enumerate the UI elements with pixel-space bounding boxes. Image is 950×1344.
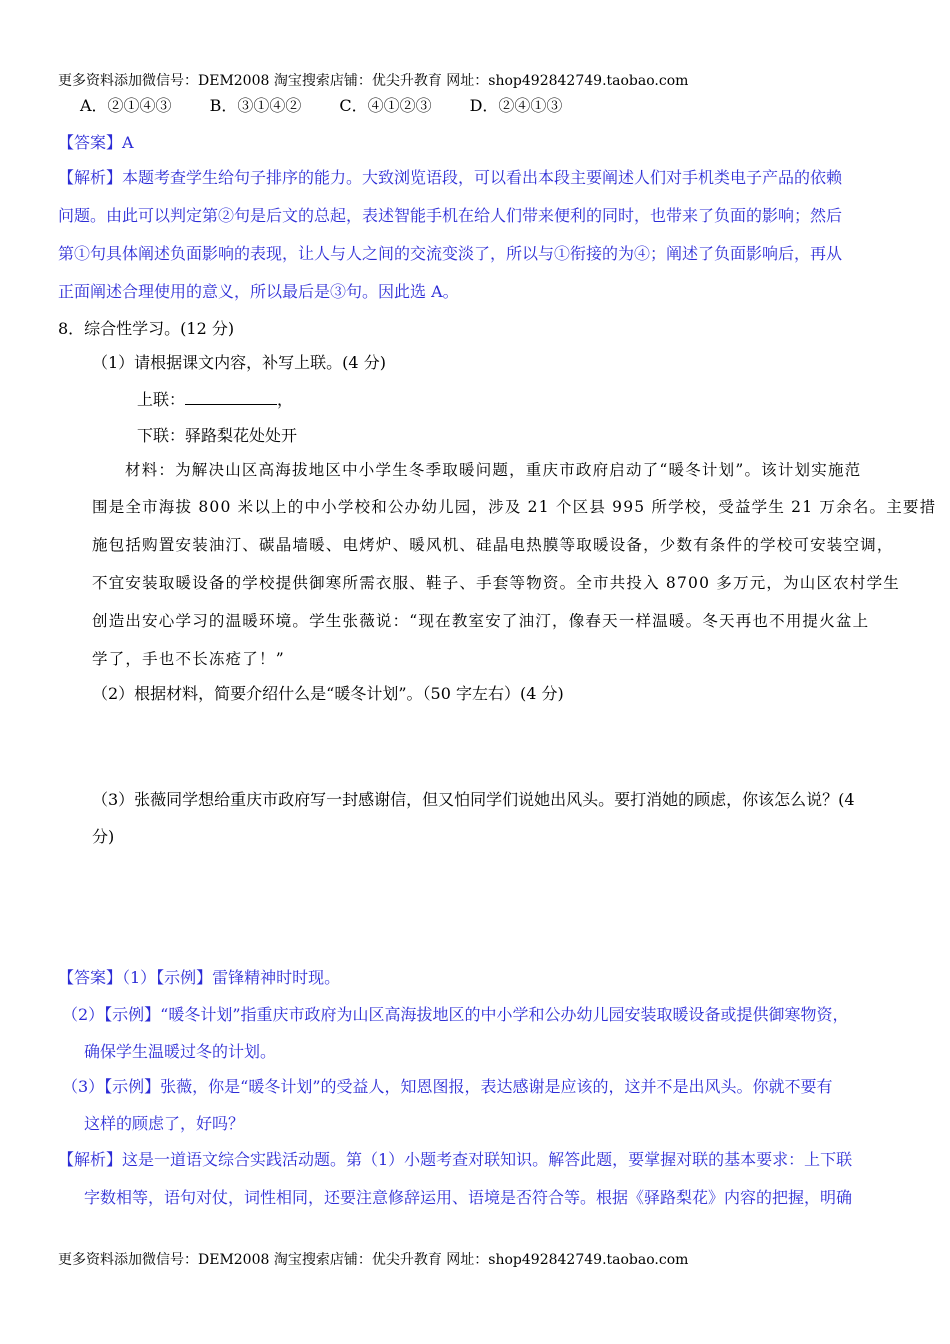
q8-analysis-line: 【解析】这是一道语文综合实践活动题。第（1）小题考查对联知识。解答此题，要掌握对联的基本要求：上下联 <box>58 1150 853 1169</box>
q7-answer: 【答案】A <box>58 133 134 152</box>
q8-answer-line: （2）【示例】“暖冬计划”指重庆市政府为山区高海拔地区的中小学和公办幼儿园安装取暖设备或提供御寒物资， <box>62 1005 849 1024</box>
q8-analysis-line: 字数相等，语句对仗，词性相同，还要注意修辞运用、语境是否符合等。根据《驿路梨花》内容的把握，明确 <box>84 1188 853 1207</box>
material-line: 施包括购置安装油汀、碳晶墙暖、电烤炉、暖风机、硅晶电热膜等取暖设备，少数有条件的学校可安装空调， <box>92 536 894 554</box>
couplet-lower: 下联：驿路梨花处处开 <box>137 426 298 445</box>
option-b: B．③①④② <box>209 96 302 115</box>
option-c: C．④①②③ <box>339 96 432 115</box>
q7-analysis-line: 【解析】本题考查学生给句子排序的能力。大致浏览语段，可以看出本段主要阐述人们对手机类电子产品的依赖 <box>58 168 843 187</box>
q8-sub3-line: （3）张薇同学想给重庆市政府写一封感谢信，但又怕同学们说她出风头。要打消她的顾虑，你该怎么说？(4 <box>92 790 855 809</box>
q7-analysis-line: 正面阐述合理使用的意义，所以最后是③句。因此选 A。 <box>58 282 459 301</box>
q7-analysis-line: 问题。由此可以判定第②句是后文的总起，表述智能手机在给人们带来便利的同时，也带来了负面的影响；然后 <box>58 206 843 225</box>
q8-title: 8．综合性学习。(12 分) <box>58 319 235 338</box>
page-footer: 更多资料添加微信号：DEM2008 淘宝搜索店铺：优尖升教育 网址：shop492842749.taobao.com <box>58 1252 689 1268</box>
material-line: 围是全市海拔 800 米以上的中小学校和公办幼儿园，涉及 21 个区县 995 所学校，受益学生 21 万余名。主要措 <box>92 498 937 516</box>
option-d: D．②④①③ <box>469 96 563 115</box>
q8-answer-line: 确保学生温暖过冬的计划。 <box>84 1042 277 1061</box>
material-line: 不宜安装取暖设备的学校提供御寒所需衣服、鞋子、手套等物资。全市共投入 8700 多万元，为山区农村学生 <box>92 574 901 592</box>
q7-options <box>80 93 600 116</box>
couplet-upper-label: 上联： <box>137 390 186 409</box>
q7-analysis-line: 第①句具体阐述负面影响的表现，让人与人之间的交流变淡了，所以与①衔接的为④；阐述了负面影响后，再从 <box>58 244 843 263</box>
material-line: 创造出安心学习的温暖环境。学生张薇说：“现在教室安了油汀，像春天一样温暖。冬天再也不用提火盆上 <box>92 612 870 630</box>
q8-sub1: （1）请根据课文内容，补写上联。(4 分) <box>92 353 386 372</box>
q8-answer-line: 【答案】（1）【示例】雷锋精神时时现。 <box>58 968 341 987</box>
page-header: 更多资料添加微信号：DEM2008 淘宝搜索店铺：优尖升教育 网址：shop492842749.taobao.com <box>58 73 689 89</box>
q8-answer-line: 这样的顾虑了，好吗？ <box>84 1114 245 1133</box>
q8-sub3-line: 分) <box>92 827 115 846</box>
couplet-upper <box>137 387 293 410</box>
material-line: 学了，手也不长冻疮了！” <box>92 650 285 668</box>
option-a: A．②①④③ <box>80 96 172 115</box>
couplet-blank <box>185 390 277 405</box>
couplet-upper-end: ， <box>277 390 294 409</box>
q8-sub2: （2）根据材料，简要介绍什么是“暖冬计划”。（50 字左右）(4 分) <box>92 684 564 703</box>
material-line: 材料：为解决山区高海拔地区中小学生冬季取暖问题，重庆市政府启动了“暖冬计划”。该计划实施范 <box>125 461 862 479</box>
q8-answer-line: （3）【示例】张薇，你是“暖冬计划”的受益人，知恩图报，表达感谢是应该的，这并不是出风头。你就不要有 <box>62 1077 833 1096</box>
